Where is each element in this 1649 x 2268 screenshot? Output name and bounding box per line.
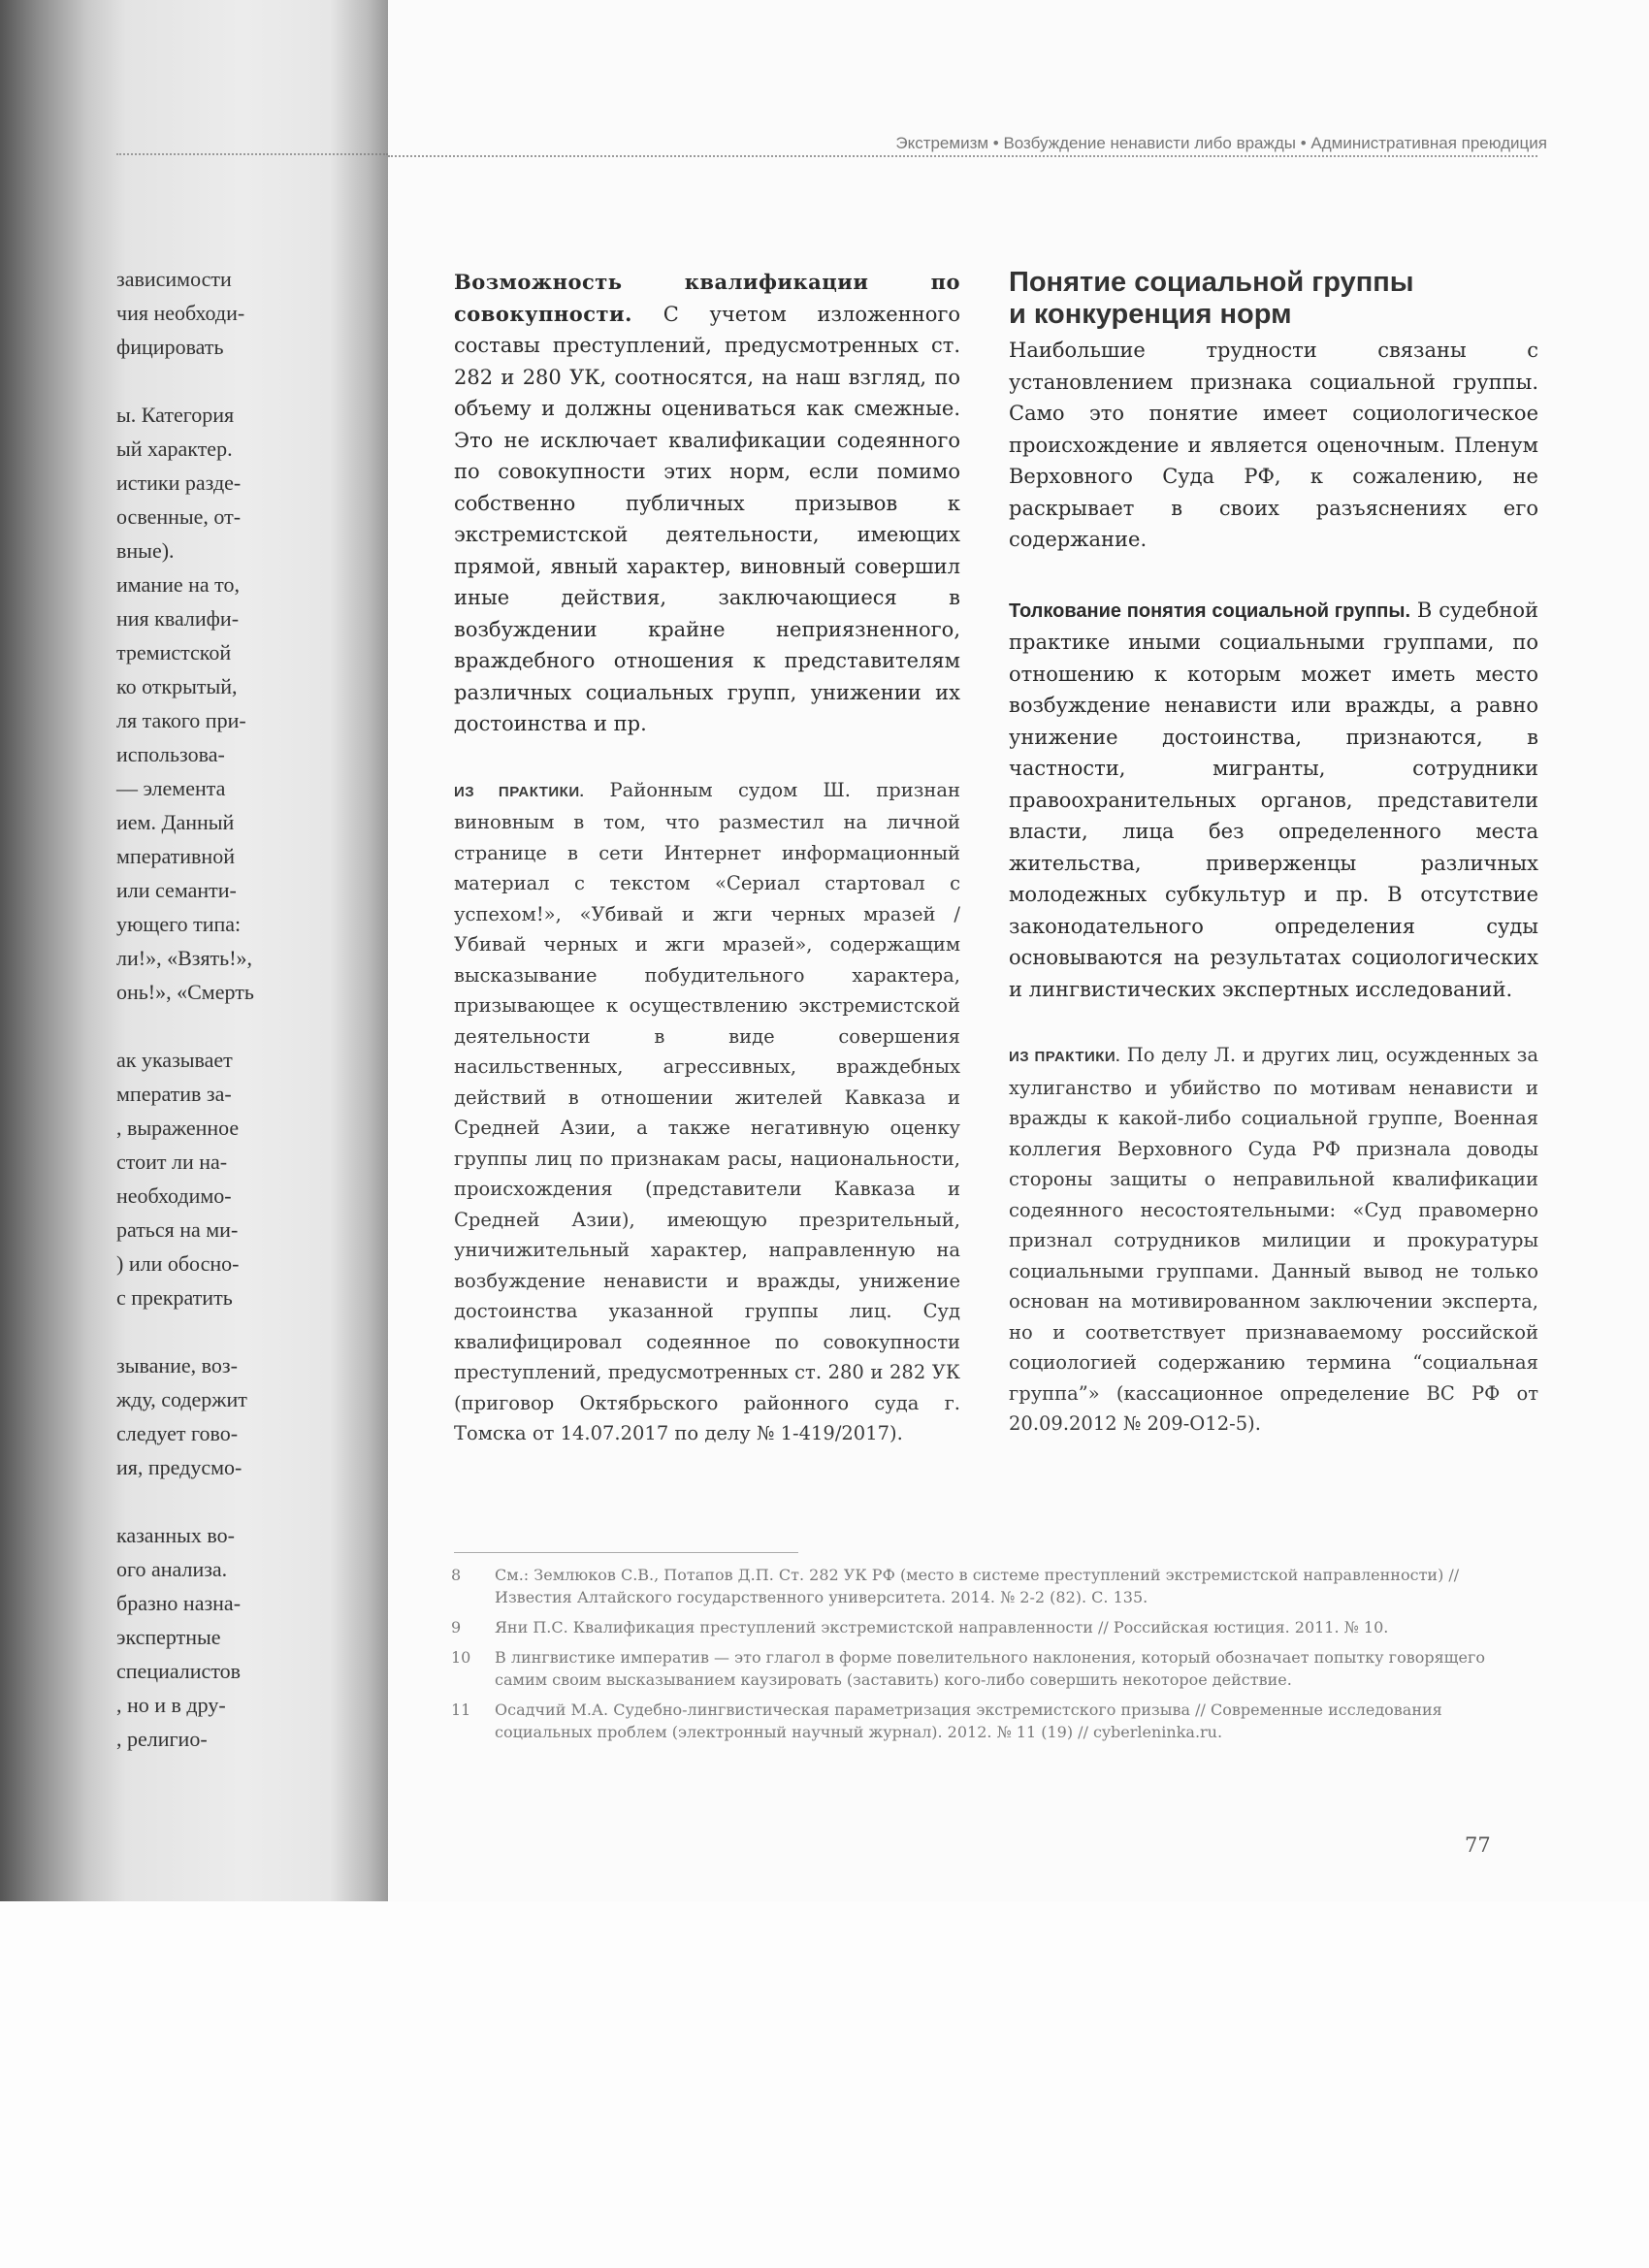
right-paragraph: Наибольшие трудности связаны с установлением признака социальной группы. Само это понятие имеет социологическое происхождение и является оценочным. Пленум Верховного Суда РФ, к сожалению, не раскрывает в своих разъяснениях его содержание. bbox=[1009, 339, 1538, 551]
paragraph-text: В судебной практике иными социальными группами, по отношению к которым может иметь место возбуждение ненависти или вражды, а равно унижение достоинства, признаются, в частности, мигранты, сотрудники правоохранительных органов, представители власти, лица без определенного места жительства, приверженцы различных молодежных субкультур и пр. В отсутствие законодательного определения суды основываются на результатах социологических и лингвистических экспертных исследований. bbox=[1009, 598, 1538, 1001]
footnote-number: 8 bbox=[451, 1566, 462, 1584]
previous-page-line: освенные, от- bbox=[116, 504, 242, 529]
previous-page-line: вные). bbox=[116, 538, 175, 563]
paragraph-lead-heading: Толкование понятия социальной группы. bbox=[1009, 599, 1410, 622]
previous-page-line: , но и в дру- bbox=[116, 1693, 226, 1717]
previous-page-line: ак указывает bbox=[116, 1048, 233, 1072]
previous-page-line: имание на то, bbox=[116, 572, 240, 597]
previous-page-line: мперативной bbox=[116, 844, 235, 868]
header-dotted-rule bbox=[388, 155, 1537, 157]
scan-background bbox=[0, 1901, 1649, 2268]
page-number: 77 bbox=[1465, 1833, 1491, 1857]
footnote-number: 11 bbox=[451, 1701, 471, 1719]
right-column bbox=[1009, 267, 1538, 1440]
previous-page-line: ко открытый, bbox=[116, 674, 238, 698]
previous-page-line: мператив за- bbox=[116, 1082, 232, 1106]
previous-page-line: зависимости bbox=[116, 267, 232, 291]
section-title-line: Понятие социальной группы bbox=[1009, 267, 1414, 298]
footnote-separator bbox=[454, 1552, 798, 1553]
previous-page-line: тремистской bbox=[116, 640, 232, 664]
practice-example bbox=[1009, 1040, 1538, 1440]
previous-page-line: онь!», «Смерть bbox=[116, 980, 254, 1004]
practice-text: Районным судом Ш. признан виновным в том, что разместил на личной странице в сети Интернет информационный материал с текстом «Сериал стартовал с успехом!», «Убивай и жги черных мразей / Убивай черных и жги мразей», содержащим высказывание побудительного характера, призывающее к осуществлению экстремистской деятельности в виде совершения насильственных, агрессивных, враждебных действий в отношении жителей Кавказа и Средней Азии, а также негативную оценку группы лиц по признакам расы, национальности, происхождения (представители Кавказа и Средней Азии), имеющую презрительный, уничижительный характер, направленную на возбуждение ненависти и вражды, унижение достоинства указанной группы лиц. Суд квалифицировал содеянное по совокупности преступлений, предусмотренных ст. 280 и 282 УК (приговор Октябрьского районного суда г. Томска от 14.07.2017 по делу № 1-419/2017). bbox=[454, 778, 960, 1444]
footnote-number: 9 bbox=[451, 1618, 462, 1636]
previous-page-line: ого анализа. bbox=[116, 1557, 228, 1581]
practice-label: ИЗ ПРАКТИКИ. bbox=[1009, 1049, 1120, 1065]
footnote-text: В лингвистике императив — это глагол в форме повелительного наклонения, который обозначает попытку говорящего самим своим высказыванием каузировать (заставить) кого-либо совершить некоторое действие. bbox=[495, 1648, 1486, 1689]
footnote bbox=[451, 1564, 1537, 1608]
footnotes bbox=[451, 1564, 1537, 1751]
section-title bbox=[1009, 267, 1538, 331]
previous-page-line: ия, предусмо- bbox=[116, 1455, 242, 1479]
previous-page-line: казанных во- bbox=[116, 1523, 235, 1547]
previous-page-line: стоит ли на- bbox=[116, 1150, 228, 1174]
previous-page-line: ния квалифи- bbox=[116, 606, 240, 631]
right-paragraph bbox=[1009, 595, 1538, 1006]
practice-label: ИЗ ПРАКТИКИ. bbox=[454, 783, 585, 800]
previous-page-line: бразно назна- bbox=[116, 1591, 242, 1615]
previous-page-line: или семанти- bbox=[116, 878, 237, 902]
previous-page-line: — элемента bbox=[116, 776, 226, 800]
previous-page-line: ый характер. bbox=[116, 437, 233, 461]
previous-page-line: с прекратить bbox=[116, 1285, 233, 1310]
previous-page-line: зывание, воз- bbox=[116, 1353, 238, 1377]
previous-page-line: , выраженное bbox=[116, 1116, 240, 1140]
previous-page-line: ы. Категория bbox=[116, 403, 235, 427]
footnote-text: Осадчий М.А. Судебно-лингвистическая параметризация экстремистского призыва // Современные исследования социальных проблем (электронный научный журнал). 2012. № 11 (19) // cyberleninka.ru. bbox=[495, 1701, 1442, 1741]
previous-page-line: экспертные bbox=[116, 1625, 221, 1649]
previous-page-line: жду, содержит bbox=[116, 1387, 247, 1411]
previous-page-line: необходимо- bbox=[116, 1183, 232, 1208]
previous-page-line: истики разде- bbox=[116, 470, 242, 495]
practice-example bbox=[454, 775, 960, 1449]
previous-page-line: чия необходи- bbox=[116, 301, 245, 325]
running-head: Экстремизм • Возбуждение ненависти либо вражды • Административная преюдиция bbox=[895, 134, 1547, 152]
previous-page-line: , религио- bbox=[116, 1727, 208, 1751]
left-paragraph bbox=[454, 267, 960, 740]
previous-page-line: ли!», «Взять!», bbox=[116, 946, 253, 970]
paragraph-lead-heading: Возможность квалификации по совокупности. bbox=[454, 270, 960, 326]
book-page bbox=[388, 0, 1649, 1901]
previous-page-line: ) или обосно- bbox=[116, 1251, 240, 1276]
paragraph-text: С учетом изложенного составы преступлений, предусмотренных ст. 282 и 280 УК, соотносятся, на наш взгляд, по объему и должны оцениваться как смежные. Это не исключает квалификации содеянного по совокупности этих норм, если помимо собственно публичных призывов к экстремистской деятельности, имеющих прямой, явный характер, виновный совершил иные действия, заключающиеся в возбуждении крайне неприязненного, враждебного отношения к представителям различных социальных групп, унижении их достоинства и пр. bbox=[454, 302, 960, 735]
previous-page-line: использова- bbox=[116, 742, 225, 766]
footnote bbox=[451, 1646, 1537, 1691]
practice-text: По делу Л. и других лиц, осужденных за хулиганство и убийство по мотивам ненависти и вражды к какой-либо социальной группе, Военная коллегия Верховного Суда РФ признала доводы стороны защиты о неправильной квалификации содеянного несостоятельными: «Суд правомерно признал сотрудников милиции и прокуратуры социальными группами. Данный вывод не только основан на мотивированном заключении эксперта, но и соответствует признаваемому российской социологией содержанию термина “социальная группа”» (кассационное определение ВС РФ от 20.09.2012 № 209-О12-5). bbox=[1009, 1044, 1538, 1435]
previous-page-line: фицировать bbox=[116, 335, 224, 359]
previous-page-line: ующего типа: bbox=[116, 912, 242, 936]
previous-page-line: следует гово- bbox=[116, 1421, 239, 1445]
left-column bbox=[454, 267, 960, 1449]
footnote-text: См.: Землюков С.В., Потапов Д.П. Ст. 282 УК РФ (место в системе преступлений экстремистской направленности) // Известия Алтайского государственного университета. 2014. № 2-2 (82). С. 135. bbox=[495, 1566, 1460, 1606]
footnote bbox=[451, 1616, 1537, 1638]
previous-page-line: специалистов bbox=[116, 1659, 242, 1683]
footnote bbox=[451, 1699, 1537, 1743]
previous-page-line: ля такого при- bbox=[116, 708, 246, 732]
footnote-text: Яни П.С. Квалификация преступлений экстремистской направленности // Российская юстиция. 2011. № 10. bbox=[495, 1618, 1389, 1636]
section-title-line: и конкуренция норм bbox=[1009, 299, 1292, 330]
previous-page-line: раться на ми- bbox=[116, 1217, 239, 1242]
previous-page-line: ием. Данный bbox=[116, 810, 235, 834]
footnote-number: 10 bbox=[451, 1648, 471, 1667]
